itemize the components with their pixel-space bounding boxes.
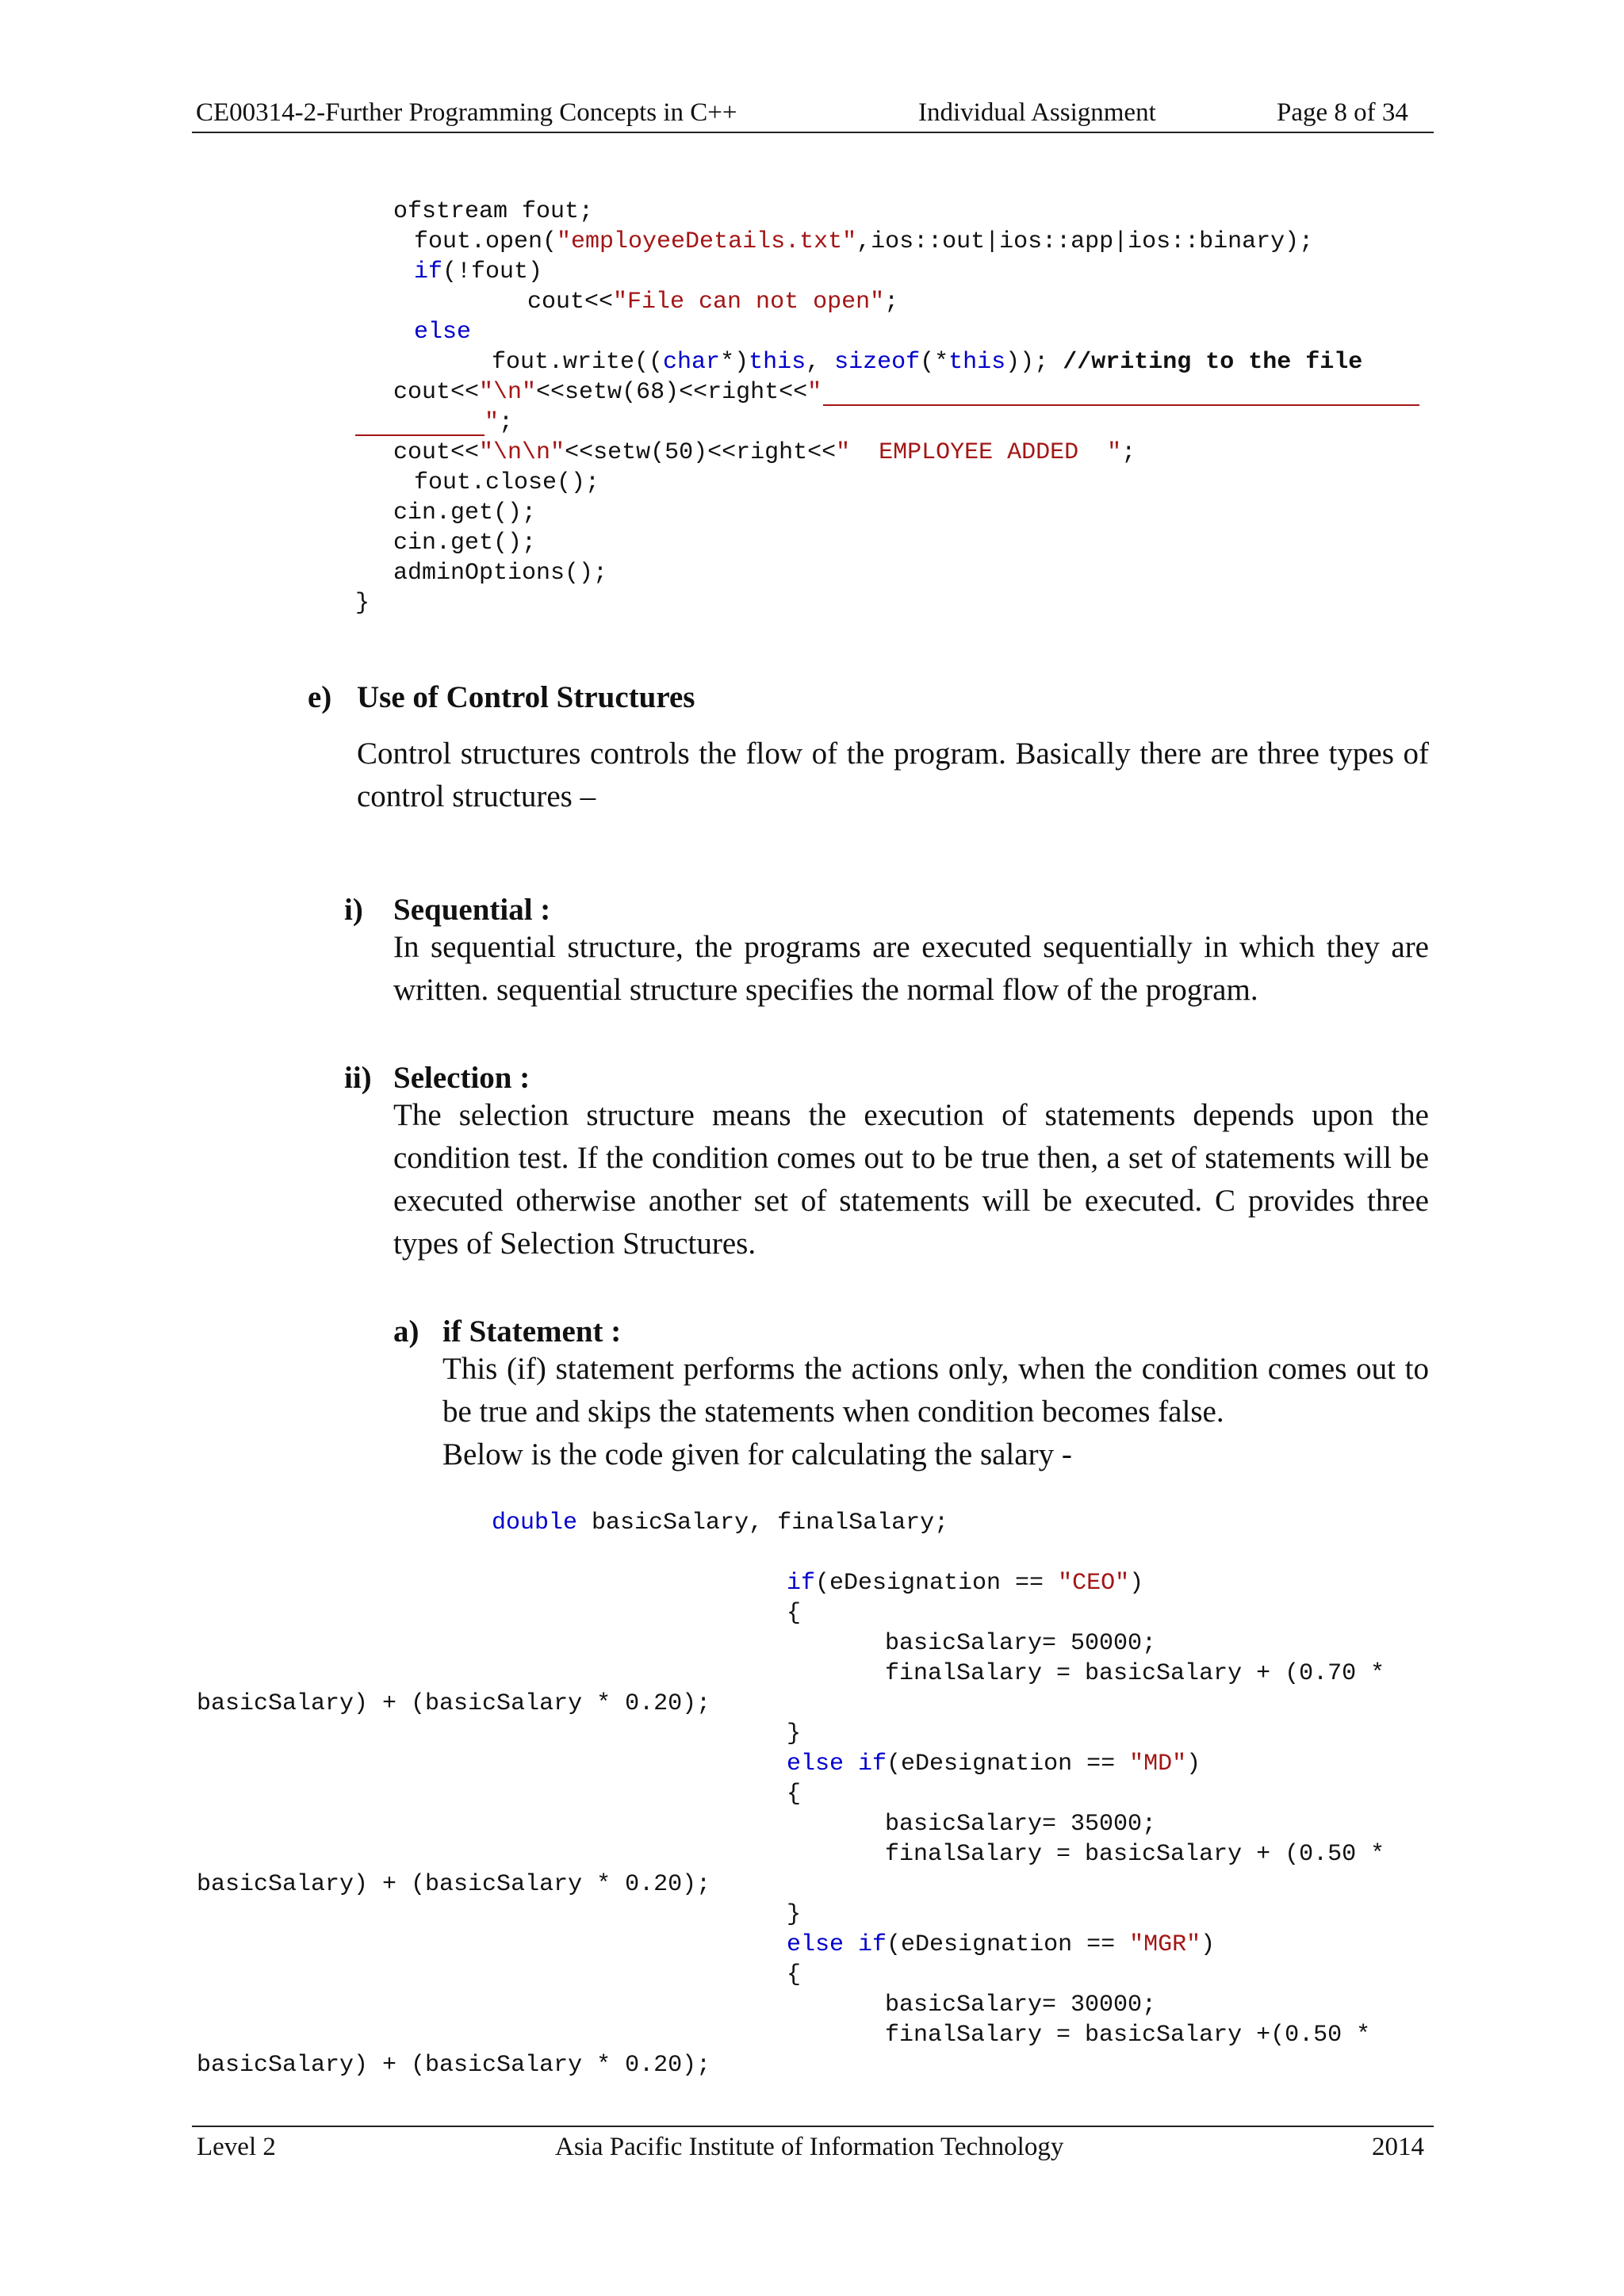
- code-line: fout.close();: [414, 469, 600, 496]
- code-line: cin.get();: [393, 499, 537, 526]
- code-line: double basicSalary, finalSalary;: [492, 1510, 949, 1536]
- code-line: {: [787, 1600, 802, 1627]
- paragraph: Below is the code given for calculating the salary -: [442, 1437, 1072, 1471]
- code-line: fout.open("employeeDetails.txt",ios::out|ios::app|ios::binary);: [414, 228, 1314, 255]
- section-heading: Use of Control Structures: [357, 680, 695, 714]
- code-line: finalSalary = basicSalary +(0.50 *: [885, 2022, 1371, 2049]
- footer-institute: Asia Pacific Institute of Information Technology: [555, 2133, 1064, 2161]
- paragraph: This (if) statement performs the actions only, when the condition comes out to be true and skips the statements when condition becomes false.: [442, 1352, 1429, 1429]
- footer-level: Level 2: [197, 2133, 276, 2161]
- section-label: e): [308, 680, 332, 714]
- paragraph: In sequential structure, the programs are executed sequentially in which they are written. sequential structure specifies the normal flow of the program.: [393, 930, 1429, 1007]
- code-line: cout<<"\n\n"<<setw(50)<<right<<" EMPLOYEE ADDED ";: [393, 439, 1136, 466]
- code-line: cout<<"\n"<<setw(68)<<right<<": [393, 379, 822, 406]
- subsection-heading: Sequential :: [393, 893, 551, 927]
- code-line: finalSalary = basicSalary + (0.50 *: [885, 1841, 1385, 1868]
- code-line: cin.get();: [393, 530, 537, 557]
- underscore-line: [823, 404, 1419, 406]
- header-assignment: Individual Assignment: [918, 98, 1156, 127]
- subsubsection-heading: if Statement :: [442, 1314, 622, 1349]
- paragraph: Control structures controls the flow of the program. Basically there are three types of control structures –: [357, 737, 1429, 813]
- code-line: }: [787, 1720, 802, 1747]
- code-line: {: [787, 1961, 802, 1988]
- code-line: basicSalary= 50000;: [885, 1630, 1157, 1657]
- subsection-label: ii): [344, 1061, 372, 1095]
- code-line: if(!fout): [414, 258, 543, 285]
- code-line: basicSalary) + (basicSalary * 0.20);: [197, 2052, 711, 2079]
- header-page-number: Page 8 of 34: [1277, 98, 1408, 127]
- subsection-label: i): [344, 893, 363, 927]
- code-line: {: [787, 1781, 802, 1808]
- header-rule: [192, 132, 1434, 133]
- code-line: if(eDesignation == "CEO"): [787, 1570, 1144, 1597]
- subsection-heading: Selection :: [393, 1061, 530, 1095]
- code-line: else if(eDesignation == "MD"): [787, 1751, 1201, 1777]
- code-line: }: [787, 1901, 802, 1928]
- code-line: basicSalary= 35000;: [885, 1811, 1157, 1838]
- code-line: else if(eDesignation == "MGR"): [787, 1931, 1216, 1958]
- code-line: fout.write((char*)this, sizeof(*this)); //writing to the file: [492, 349, 1363, 376]
- code-line: cout<<"File can not open";: [527, 289, 899, 316]
- footer-year: 2014: [1372, 2133, 1424, 2161]
- footer-rule: [192, 2126, 1434, 2127]
- code-line: basicSalary) + (basicSalary * 0.20);: [197, 1690, 711, 1717]
- code-line: basicSalary) + (basicSalary * 0.20);: [197, 1871, 711, 1898]
- code-line: }: [355, 590, 370, 617]
- code-line: else: [414, 319, 472, 346]
- code-line: adminOptions();: [393, 560, 608, 587]
- code-line: basicSalary= 30000;: [885, 1992, 1157, 2019]
- code-line: ofstream fout;: [393, 198, 594, 225]
- paragraph: The selection structure means the execution of statements depends upon the condition test. If the condition comes out to be true then, a set of statements will be executed otherwise another set of statements will be executed. C provides three types of Selection Structures.: [393, 1098, 1429, 1261]
- underscore-line: [355, 434, 485, 436]
- code-line: ";: [485, 409, 514, 436]
- code-line: finalSalary = basicSalary + (0.70 *: [885, 1660, 1385, 1687]
- subsubsection-label: a): [393, 1314, 419, 1349]
- header-course: CE00314-2-Further Programming Concepts in C++: [196, 98, 737, 127]
